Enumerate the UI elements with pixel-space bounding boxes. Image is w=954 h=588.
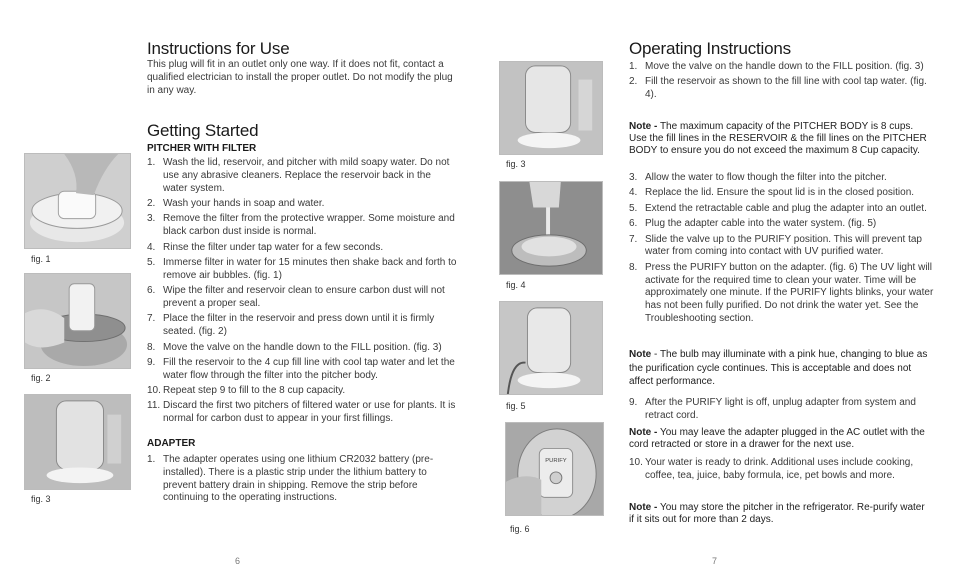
pitcher-with-filter-heading: PITCHER WITH FILTER [147,143,257,154]
list-item [147,198,457,211]
fig-1-image [24,153,131,249]
operating-step-10 [629,457,929,485]
page-number-right: 7 [712,556,718,566]
step-text: Press the PURIFY button on the adapter. (fig. 6) The UV light will activate for the required time to clean your water. Time will be approximately one minute. If the PURIFY lights blinks, your water has not been fully purified. Do not drink the water yet. See the Troubleshooting section. [645,261,934,324]
step-text: Extend the retractable cable and plug the adapter into an outlet. [645,202,927,214]
step-number: 1. [147,454,156,465]
step-number: 11. [147,400,161,412]
step-number: 9. [629,397,638,408]
step-number: 3. [147,213,156,225]
step-number: 9. [147,356,156,368]
step-number: 7. [147,313,156,325]
step-number: 6. [629,218,638,230]
list-item [147,157,457,195]
adapter-heading: ADAPTER [147,438,196,449]
plug-instructions-text: This plug will fit in an outlet only one way. If it does not fit, contact a qualified electrician to install the proper outlet. Do not modify the plug in any way. [147,59,453,96]
step-text: Repeat step 9 to fill to the 8 cup capacity. [163,385,346,397]
list-item [147,400,457,426]
operating-step-9 [629,397,929,425]
fig-6-caption: fig. 6 [510,524,530,534]
step-number: 4. [147,241,156,253]
fig-3-right-caption: fig. 3 [506,159,526,169]
step-text: Wipe the filter and reservoir clean to ensure carbon dust will not prevent a proper seal. [163,285,445,309]
list-item [147,357,457,383]
operating-steps-3-8 [629,172,934,328]
step-text: Wash your hands in soap and water. [163,197,325,209]
instructions-for-use-title: Instructions for Use [147,39,290,58]
note-max-capacity: Note - The maximum capacity of the PITCHER BODY is 8 cups. Use the fill lines in the RESERVOIR & the fill lines on the PITCHER BODY to ensure you do not exceed the maximum 8 Cup capacity. [629,121,927,156]
fig-4-caption: fig. 4 [506,280,526,290]
step-number: 4. [629,187,638,199]
step-number: 8. [147,341,156,353]
page-number-left: 6 [235,556,241,566]
step-number: 6. [147,285,156,297]
note-refrigerator: Note - You may store the pitcher in the refrigerator. Re-purify water if it sits out for more than 2 days. [629,502,925,525]
list-item [147,257,457,283]
fig-4-image [499,181,603,275]
step-number: 10. [147,385,161,397]
step-text: The adapter operates using one lithium CR2032 battery (pre-installed). There is a plastic strip under the lithium battery to prevent battery drain in shipping. Remove the strip before continuing to the operating instructions. [163,454,434,504]
step-number: 2. [629,76,638,88]
step-text: After the PURIFY light is off, unplug adapter from system and retract cord. [645,397,916,421]
list-item [629,172,934,185]
list-item [629,61,929,74]
list-item [629,234,934,260]
getting-started-title: Getting Started [147,121,259,140]
step-text: Replace the lid. Ensure the spout lid is in the closed position. [645,187,915,199]
fig-3-right-image [499,61,603,155]
step-number: 1. [629,61,638,72]
step-number: 5. [147,256,156,268]
list-item [629,187,934,200]
list-item [147,285,457,311]
list-item [629,457,929,483]
step-number: 3. [629,172,638,183]
step-text: Your water is ready to drink. Additional uses include cooking, coffee, tea, juice, baby formula, ice, pet bowls and more. [645,457,914,481]
step-text: Remove the filter from the protective wrapper. Some moisture and black carbon dust inside is normal. [163,213,455,238]
fig-2-image [24,273,131,369]
fig-6-purify-label: PURIFY [545,458,567,465]
step-text: Wash the lid, reservoir, and pitcher with mild soapy water. Do not use any abrasive cleaners. Replace the reservoir back in the water system. [163,157,450,194]
list-item [629,262,934,326]
list-item [629,76,929,102]
note-bulb-hue: Note - The bulb may illuminate with a pink hue, changing to blue as the purification cycle continues. This is acceptable and does not affect performance. [629,349,928,387]
step-text: Move the valve on the handle down to the FILL position. (fig. 3) [645,61,924,72]
operating-instructions-title: Operating Instructions [629,39,791,58]
step-text: Immerse filter in water for 15 minutes then shake back and forth to remove air bubbles. (fig. 1) [163,256,457,281]
list-item [147,242,457,255]
list-item [629,218,934,231]
step-text: Move the valve on the handle down to the FILL position. (fig. 3) [163,341,442,353]
list-item [629,203,934,216]
step-number: 5. [629,202,638,214]
fig-3-left-image [24,394,131,490]
list-item [147,342,457,355]
step-text: Fill the reservoir to the 4 cup fill line with cool tap water and let the water flow through the filter into the pitcher body. [163,356,455,381]
note-leave-plugged: Note - You may leave the adapter plugged in the AC outlet with the cord retracted or store in a drawer for the next use. [629,427,925,450]
fig-2-caption: fig. 2 [31,373,51,383]
fig-5-caption: fig. 5 [506,401,526,411]
step-number: 10. [629,457,643,468]
step-text: Plug the adapter cable into the water system. (fig. 5) [645,218,877,230]
fig-6-image [505,422,604,516]
step-text: Fill the reservoir as shown to the fill line with cool tap water. (fig. 4). [645,76,927,101]
fig-1-caption: fig. 1 [31,254,51,264]
step-number: 1. [147,157,156,168]
list-item [629,397,929,423]
adapter-steps-list [147,454,457,508]
step-number: 2. [147,197,156,209]
operating-steps-1-2 [629,61,929,105]
step-text: Slide the valve up to the PURIFY position. This will prevent tap water from coming into contact with UV purified water. [645,233,922,258]
list-item [147,454,457,505]
step-text: Place the filter in the reservoir and press down until it is firmly seated. (fig. 2) [163,313,435,338]
step-text: Rinse the filter under tap water for a few seconds. [163,241,384,253]
list-item [147,213,457,239]
step-number: 7. [629,233,638,245]
fig-3-left-caption: fig. 3 [31,494,51,504]
pitcher-steps-list [147,157,457,429]
step-text: Discard the first two pitchers of filtered water or use for plants. It is normal for carbon dust to appear in your first fillings. [163,400,456,425]
step-number: 8. [629,261,638,273]
step-text: Allow the water to flow though the filter into the pitcher. [645,172,887,183]
list-item [147,385,457,398]
fig-5-image [499,301,603,395]
list-item [147,313,457,339]
